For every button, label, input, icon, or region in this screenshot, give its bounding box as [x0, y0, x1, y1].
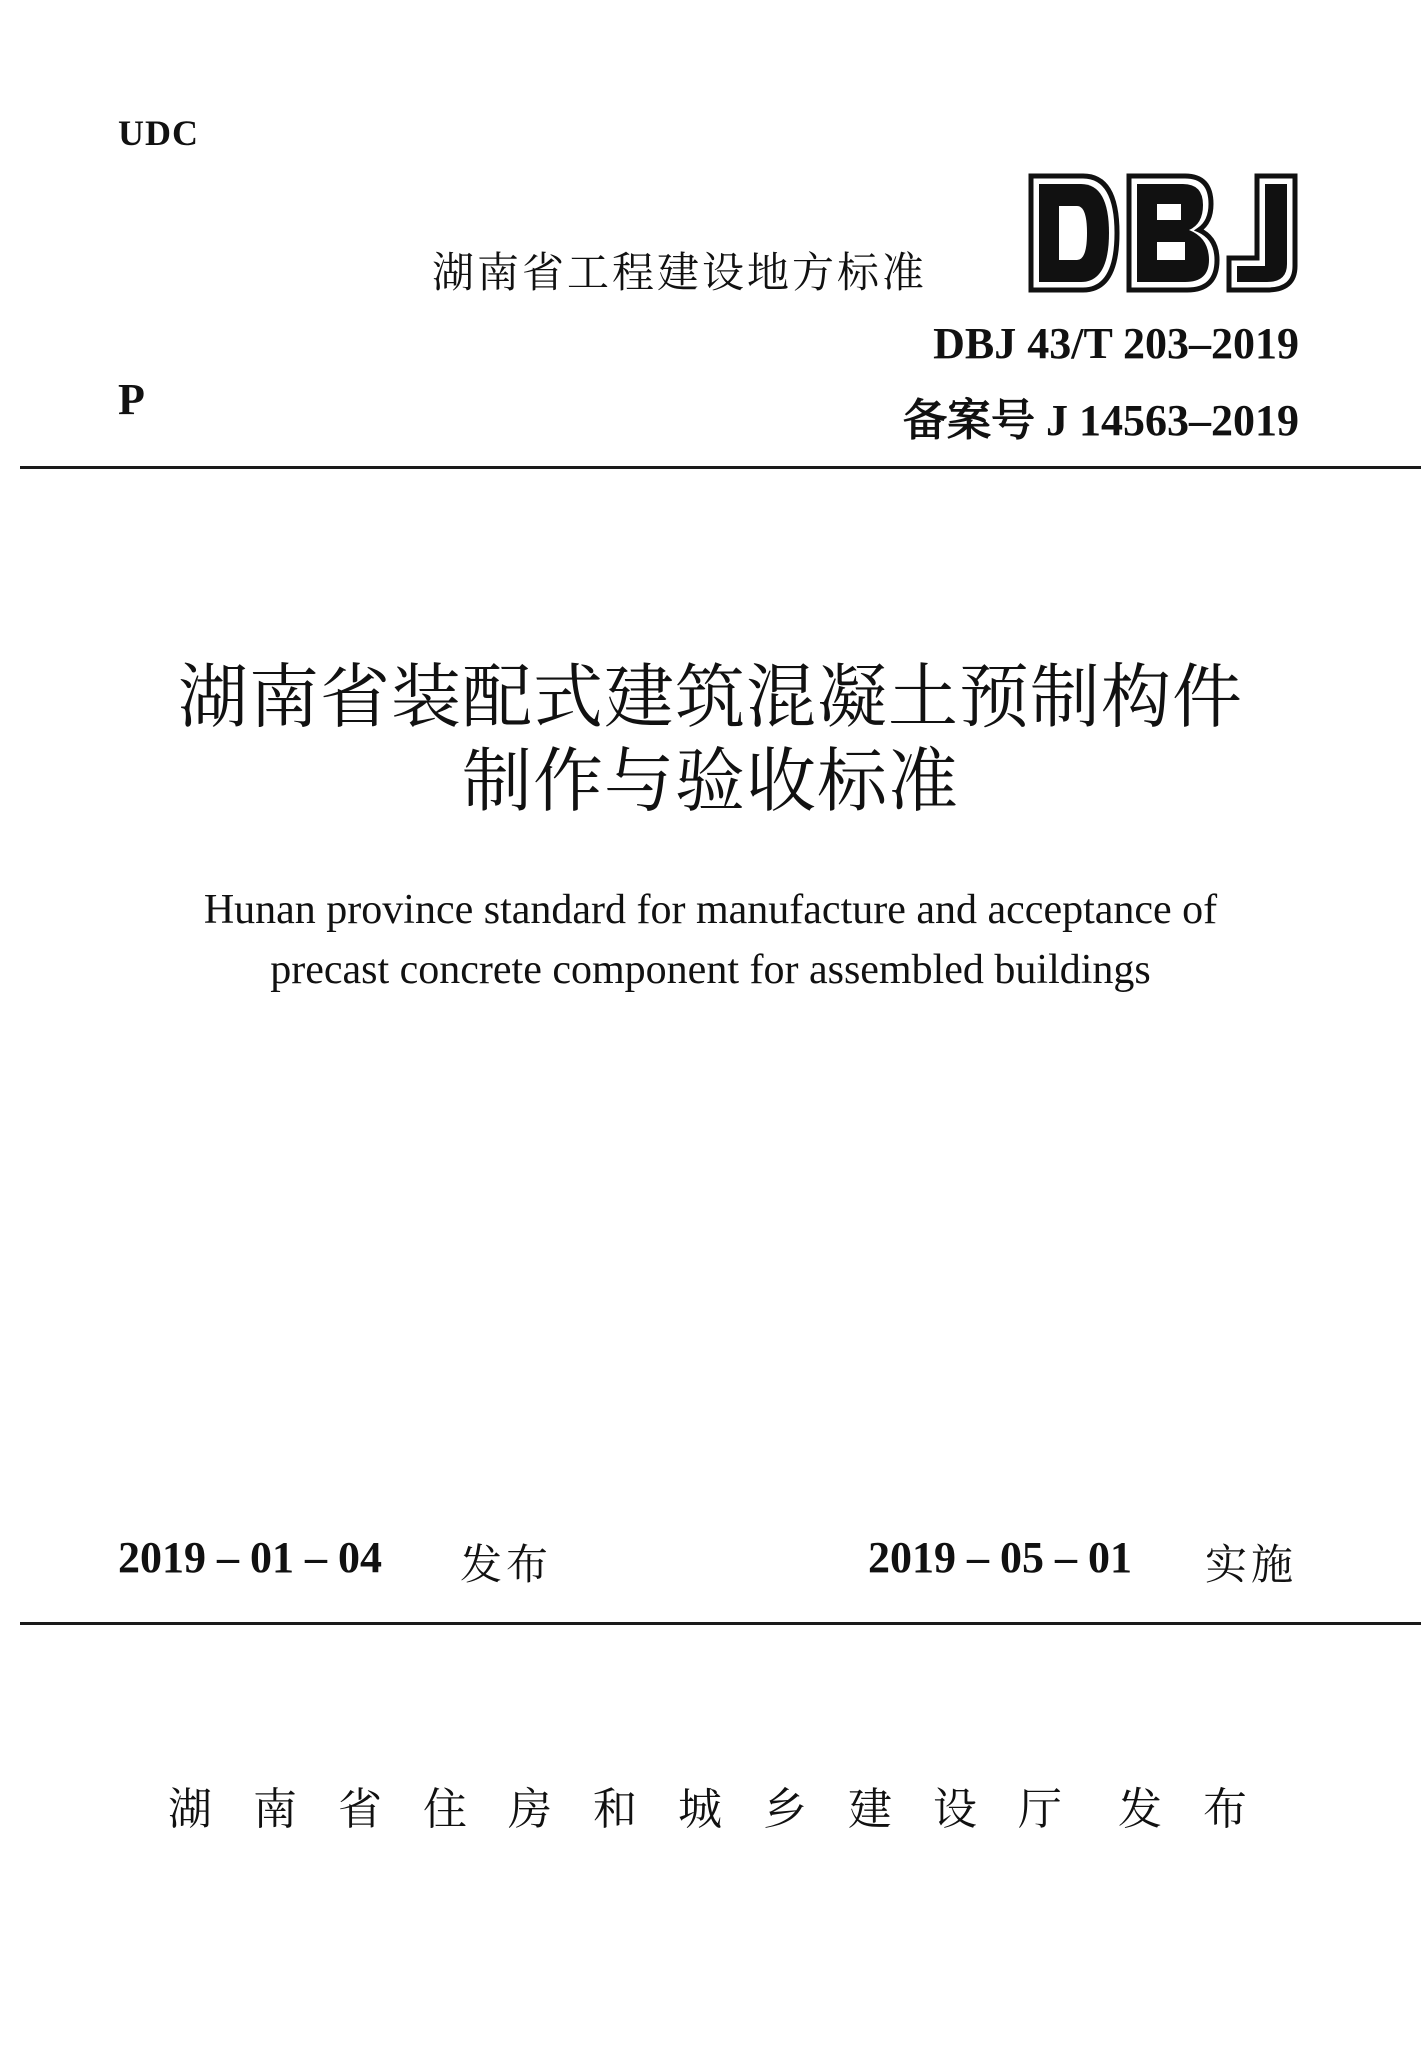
logo-text — [1025, 296, 1026, 297]
title-chinese-line-2: 制作与验收标准 — [462, 740, 959, 822]
classification-code: P — [118, 375, 145, 424]
issue-date: 2019 – 01 – 04 — [118, 1533, 382, 1582]
udc-label: UDC — [118, 113, 199, 153]
standard-code: DBJ 43/T 203–2019 — [933, 319, 1299, 368]
record-number: 备案号 J 14563–2019 — [903, 396, 1299, 445]
publisher-name: 湖南省住房和城乡建设厅 — [168, 1784, 1103, 1835]
implementation-label: 实施 — [1205, 1540, 1298, 1589]
title-chinese-line-1: 湖南省装配式建筑混凝土预制构件 — [178, 656, 1243, 738]
standard-type-label: 湖南省工程建设地方标准 — [432, 248, 928, 297]
issue-label: 发布 — [460, 1540, 553, 1589]
title-english-line-2: precast concrete component for assembled buildings — [270, 947, 1151, 993]
top-divider — [20, 466, 1421, 469]
title-english-line-1: Hunan province standard for manufacture and acceptance of — [203, 887, 1218, 933]
implementation-date: 2019 – 05 – 01 — [868, 1533, 1132, 1582]
publisher-action: 发布 — [1118, 1784, 1288, 1835]
bottom-divider — [20, 1622, 1421, 1625]
dbj-logo — [1025, 170, 1300, 296]
